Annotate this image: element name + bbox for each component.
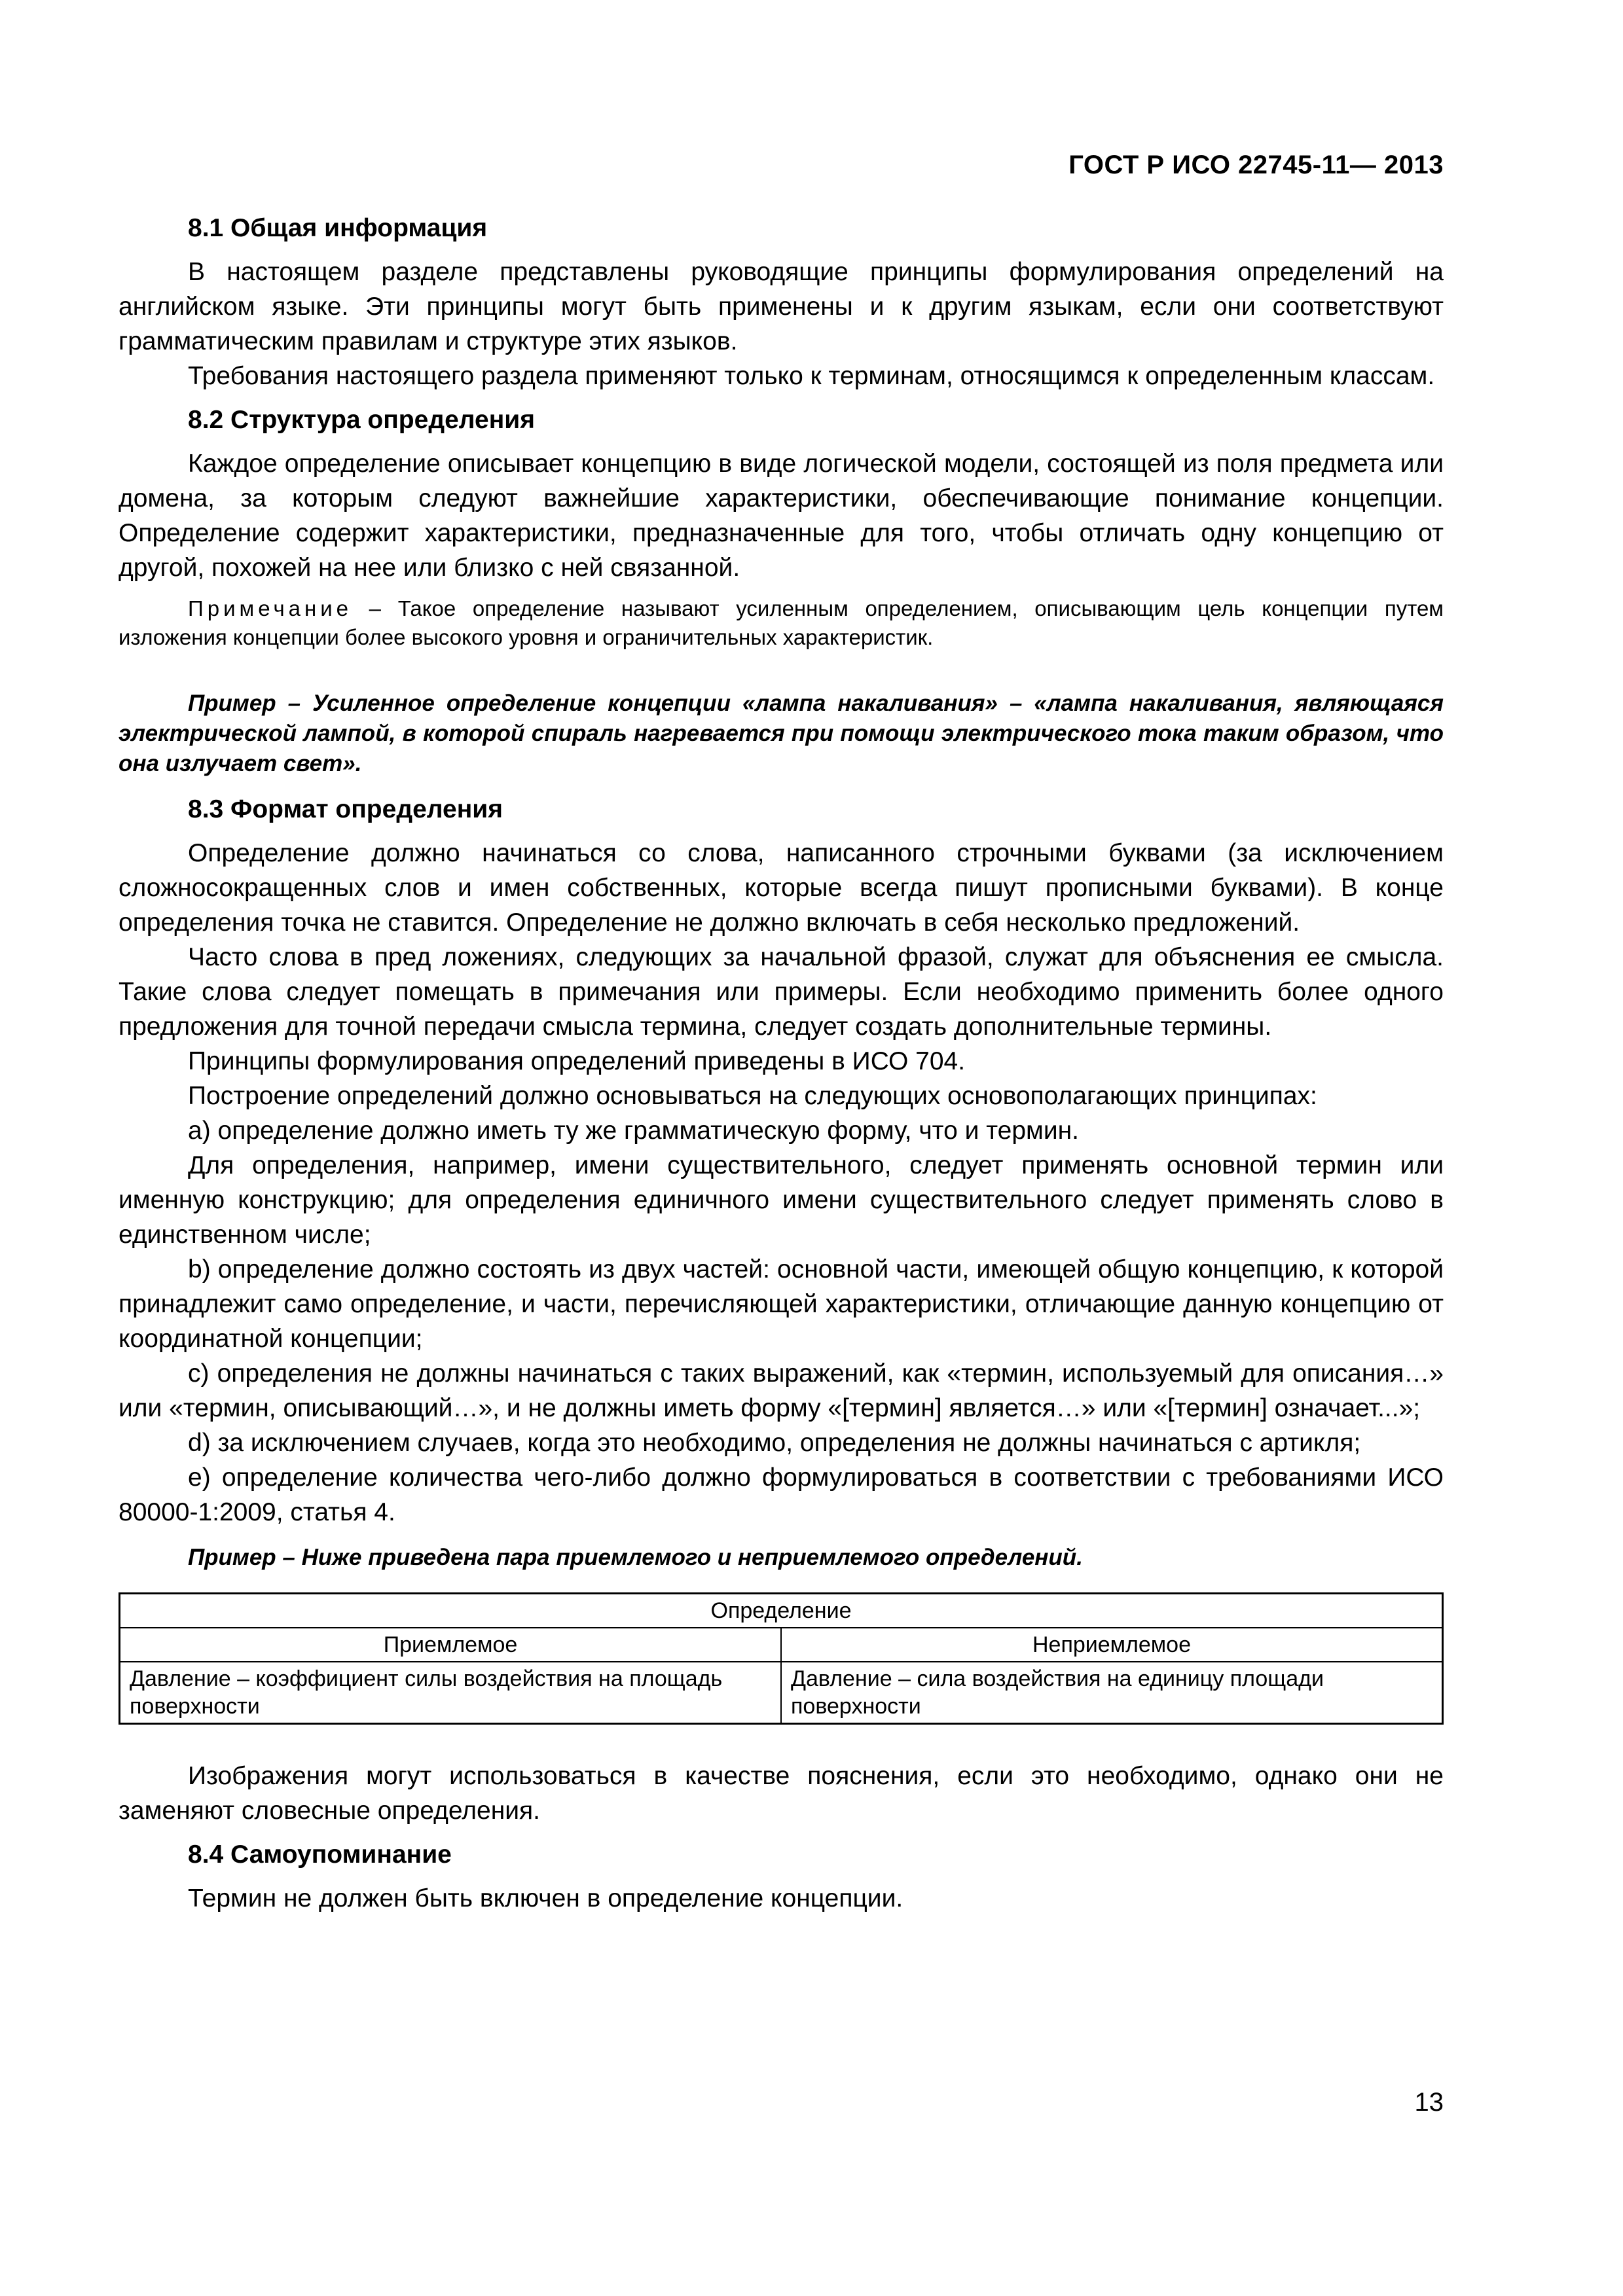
table-header-acceptable: Приемлемое [120, 1628, 782, 1662]
section-8-1-paragraph-2: Требования настоящего раздела применяют только к терминам, относящимся к определенным классам. [188, 362, 1435, 390]
table-header-unacceptable: Неприемлемое [781, 1628, 1443, 1662]
section-8-4-heading: 8.4 Самоупоминание [188, 1840, 452, 1869]
section-8-4-paragraph-1: Термин не должен быть включен в определение концепции. [188, 1884, 903, 1912]
section-8-3-paragraph-5: Изображения могут использоваться в качестве пояснения, если это необходимо, однако они не заменяют словесные определения. [119, 1762, 1444, 1825]
list-item-a-continuation: Для определения, например, имени существительного, следует применять основной термин или именную конструкцию; для определения единичного имени существительного следует применять слово в единственном числе; [119, 1151, 1444, 1249]
section-8-1-paragraph-1: В настоящем разделе представлены руководящие принципы формулирования определений на английском языке. Эти принципы могут быть применены и к другим языкам, если они соответствуют грамматическим правилам и структуре этих языков. [119, 258, 1444, 355]
table-cell-acceptable: Давление – коэффициент силы воздействия на площадь поверхности [120, 1662, 782, 1724]
definitions-table [119, 1592, 1444, 1725]
list-item-c: с) определения не должны начинаться с таких выражений, как «термин, используемый для описания…» или «термин, описывающий…», и не должны иметь форму «[термин] является…» или «[термин] означает...»; [119, 1359, 1444, 1422]
list-item-b: b) определение должно состоять из двух частей: основной части, имеющей общую концепцию, к которой принадлежит само определение, и части, перечисляющей характеристики, отличающие данную концепцию от координатной концепции; [119, 1255, 1444, 1353]
section-8-2-note [119, 594, 1444, 652]
section-8-3-paragraph-1: Определение должно начинаться со слова, написанного строчными буквами (за исключением сложносокращенных слов и имен собственных, которые всегда пишут прописными буквами). В конце определения точка не ставится. Определение не должно включать в себя несколько предложений. [119, 839, 1444, 937]
document-body [119, 211, 1444, 1916]
table-cell-unacceptable: Давление – сила воздействия на единицу площади поверхности [781, 1662, 1443, 1724]
list-item-a: а) определение должно иметь ту же грамматическую форму, что и термин. [188, 1117, 1080, 1145]
section-8-2-example: Пример – Усиленное определение концепции «лампа накаливания» – «лампа накаливания, являющаяся электрической лампой, в которой спираль нагревается при помощи электрического тока таким образом, что она излучает свет». [119, 691, 1444, 776]
section-8-3-paragraph-4: Построение определений должно основываться на следующих основополагающих принципах: [188, 1082, 1317, 1110]
section-8-3-example: Пример – Ниже приведена пара приемлемого и неприемлемого определений. [188, 1545, 1083, 1570]
list-item-e: е) определение количества чего-либо должно формулироваться в соответствии с требованиями ИСО 80000-1:2009, статья 4. [119, 1463, 1444, 1526]
section-8-2-paragraph-1: Каждое определение описывает концепцию в виде логической модели, состоящей из поля предмета или домена, за которым следуют важнейшие характеристики, обеспечивающие понимание концепции. Определение содержит характеристики, предназначенные для того, чтобы отличать одну концепцию от другой, похожей на нее или близко с ней связанной. [119, 450, 1444, 582]
section-8-3-paragraph-3: Принципы формулирования определений приведены в ИСО 704. [188, 1047, 966, 1075]
section-8-1-heading: 8.1 Общая информация [188, 214, 488, 242]
section-8-3-heading: 8.3 Формат определения [188, 795, 503, 823]
section-8-2-heading: 8.2 Структура определения [188, 406, 536, 434]
table-header-definition: Определение [120, 1594, 1443, 1628]
section-8-3-paragraph-2: Часто слова в пред ложениях, следующих за начальной фразой, служат для объяснения ее смысла. Такие слова следует помещать в примечания или примеры. Если необходимо применить более одного предложения для точной передачи смысла термина, следует создать дополнительные термины. [119, 943, 1444, 1041]
page-number: 13 [1414, 2088, 1444, 2117]
table-row [120, 1662, 1443, 1724]
note-label: Примечание [188, 596, 353, 620]
list-item-d: d) за исключением случаев, когда это необходимо, определения не должны начинаться с артикля; [188, 1429, 1361, 1457]
document-code: ГОСТ Р ИСО 22745-11— 2013 [1068, 151, 1444, 179]
note-text: – Такое определение называют усиленным определением, описывающим цель концепции путем изложения концепции более высокого уровня и ограничительных характеристик. [119, 596, 1444, 649]
